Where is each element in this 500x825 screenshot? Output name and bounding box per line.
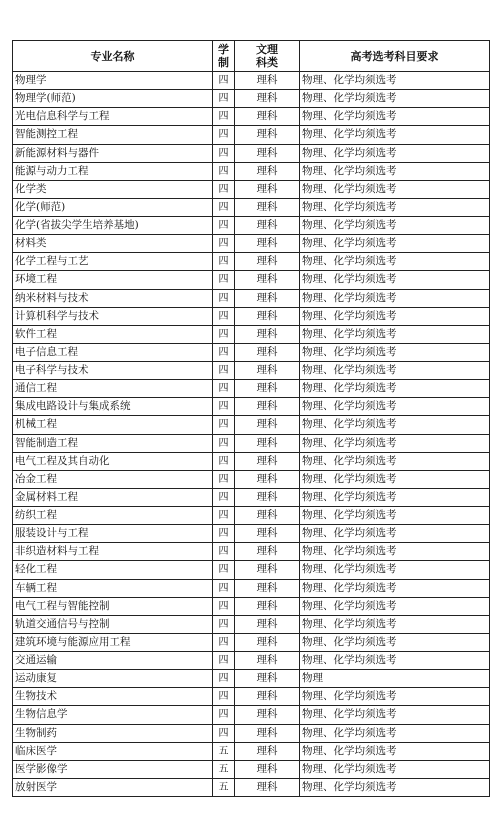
duration-cell: 四	[213, 307, 235, 325]
duration-cell: 四	[213, 670, 235, 688]
duration-cell: 四	[213, 452, 235, 470]
header-duration	[213, 41, 235, 72]
category-cell: 理科	[235, 778, 300, 796]
table-row	[13, 742, 490, 760]
category-cell: 理科	[235, 688, 300, 706]
requirement-cell: 物理、化学均须选考	[300, 778, 490, 796]
category-cell: 理科	[235, 217, 300, 235]
requirement-cell: 物理、化学均须选考	[300, 615, 490, 633]
requirement-cell: 物理、化学均须选考	[300, 362, 490, 380]
requirement-cell: 物理、化学均须选考	[300, 72, 490, 90]
table-row	[13, 416, 490, 434]
requirement-cell: 物理、化学均须选考	[300, 434, 490, 452]
table-row	[13, 235, 490, 253]
table-row	[13, 434, 490, 452]
table-row	[13, 633, 490, 651]
table-row	[13, 760, 490, 778]
category-cell: 理科	[235, 561, 300, 579]
major-name-cell: 医学影像学	[13, 760, 213, 778]
category-cell: 理科	[235, 724, 300, 742]
duration-cell: 四	[213, 488, 235, 506]
duration-cell: 四	[213, 72, 235, 90]
requirement-cell: 物理、化学均须选考	[300, 108, 490, 126]
category-cell: 理科	[235, 670, 300, 688]
category-cell: 理科	[235, 434, 300, 452]
major-name-cell: 交通运输	[13, 652, 213, 670]
table-row	[13, 180, 490, 198]
requirement-cell: 物理、化学均须选考	[300, 380, 490, 398]
requirement-cell: 物理、化学均须选考	[300, 90, 490, 108]
requirement-cell: 物理、化学均须选考	[300, 180, 490, 198]
major-name-cell: 生物技术	[13, 688, 213, 706]
major-name-cell: 计算机科学与技术	[13, 307, 213, 325]
category-cell: 理科	[235, 706, 300, 724]
requirement-cell: 物理、化学均须选考	[300, 289, 490, 307]
duration-cell: 四	[213, 470, 235, 488]
major-name-cell: 智能测控工程	[13, 126, 213, 144]
category-cell: 理科	[235, 597, 300, 615]
requirement-cell: 物理、化学均须选考	[300, 760, 490, 778]
table-row	[13, 289, 490, 307]
duration-cell: 四	[213, 398, 235, 416]
table-row	[13, 307, 490, 325]
category-cell: 理科	[235, 126, 300, 144]
category-cell: 理科	[235, 543, 300, 561]
table-header-row	[13, 41, 490, 72]
requirement-cell: 物理、化学均须选考	[300, 652, 490, 670]
requirement-cell: 物理、化学均须选考	[300, 561, 490, 579]
duration-cell: 五	[213, 778, 235, 796]
requirement-cell: 物理、化学均须选考	[300, 217, 490, 235]
table-row	[13, 198, 490, 216]
duration-cell: 四	[213, 235, 235, 253]
requirement-cell: 物理、化学均须选考	[300, 416, 490, 434]
category-cell: 理科	[235, 416, 300, 434]
requirement-cell: 物理、化学均须选考	[300, 579, 490, 597]
table-row	[13, 543, 490, 561]
category-cell: 理科	[235, 742, 300, 760]
major-name-cell: 能源与动力工程	[13, 162, 213, 180]
duration-cell: 五	[213, 760, 235, 778]
table-row	[13, 144, 490, 162]
category-cell: 理科	[235, 307, 300, 325]
duration-cell: 四	[213, 180, 235, 198]
category-cell: 理科	[235, 380, 300, 398]
table-row	[13, 597, 490, 615]
major-name-cell: 轨道交通信号与控制	[13, 615, 213, 633]
requirement-cell: 物理、化学均须选考	[300, 470, 490, 488]
table-row	[13, 670, 490, 688]
major-name-cell: 材料类	[13, 235, 213, 253]
category-cell: 理科	[235, 289, 300, 307]
category-cell: 理科	[235, 525, 300, 543]
major-name-cell: 金属材料工程	[13, 488, 213, 506]
major-name-cell: 放射医学	[13, 778, 213, 796]
table-row	[13, 325, 490, 343]
major-name-cell: 临床医学	[13, 742, 213, 760]
duration-cell: 四	[213, 217, 235, 235]
table-row	[13, 688, 490, 706]
duration-cell: 四	[213, 343, 235, 361]
major-requirements-table	[12, 40, 490, 797]
table-row	[13, 271, 490, 289]
major-name-cell: 建筑环境与能源应用工程	[13, 633, 213, 651]
table-row	[13, 343, 490, 361]
duration-cell: 四	[213, 561, 235, 579]
major-name-cell: 服装设计与工程	[13, 525, 213, 543]
duration-cell: 四	[213, 706, 235, 724]
duration-cell: 四	[213, 579, 235, 597]
requirement-cell: 物理、化学均须选考	[300, 507, 490, 525]
duration-cell: 四	[213, 597, 235, 615]
category-cell: 理科	[235, 488, 300, 506]
duration-cell: 四	[213, 253, 235, 271]
duration-cell: 四	[213, 543, 235, 561]
major-name-cell: 冶金工程	[13, 470, 213, 488]
requirements-sheet	[12, 40, 489, 797]
header-category-label: 文理科类	[256, 43, 278, 69]
category-cell: 理科	[235, 271, 300, 289]
table-row	[13, 126, 490, 144]
requirement-cell: 物理、化学均须选考	[300, 343, 490, 361]
duration-cell: 四	[213, 615, 235, 633]
duration-cell: 四	[213, 126, 235, 144]
category-cell: 理科	[235, 162, 300, 180]
major-name-cell: 电气工程及其自动化	[13, 452, 213, 470]
duration-cell: 四	[213, 434, 235, 452]
table-body	[13, 72, 490, 797]
duration-cell: 四	[213, 652, 235, 670]
category-cell: 理科	[235, 90, 300, 108]
requirement-cell: 物理、化学均须选考	[300, 235, 490, 253]
category-cell: 理科	[235, 507, 300, 525]
major-name-cell: 集成电路设计与集成系统	[13, 398, 213, 416]
duration-cell: 五	[213, 742, 235, 760]
table-row	[13, 778, 490, 796]
header-category	[235, 41, 300, 72]
duration-cell: 四	[213, 724, 235, 742]
requirement-cell: 物理、化学均须选考	[300, 144, 490, 162]
requirement-cell: 物理、化学均须选考	[300, 525, 490, 543]
requirement-cell: 物理、化学均须选考	[300, 742, 490, 760]
requirement-cell: 物理、化学均须选考	[300, 198, 490, 216]
category-cell: 理科	[235, 235, 300, 253]
duration-cell: 四	[213, 289, 235, 307]
requirement-cell: 物理、化学均须选考	[300, 126, 490, 144]
major-name-cell: 纳米材料与技术	[13, 289, 213, 307]
table-row	[13, 90, 490, 108]
category-cell: 理科	[235, 253, 300, 271]
duration-cell: 四	[213, 362, 235, 380]
major-name-cell: 运动康复	[13, 670, 213, 688]
requirement-cell: 物理、化学均须选考	[300, 271, 490, 289]
major-name-cell: 电子科学与技术	[13, 362, 213, 380]
duration-cell: 四	[213, 688, 235, 706]
table-row	[13, 452, 490, 470]
category-cell: 理科	[235, 198, 300, 216]
duration-cell: 四	[213, 144, 235, 162]
requirement-cell: 物理、化学均须选考	[300, 162, 490, 180]
requirement-cell: 物理、化学均须选考	[300, 688, 490, 706]
duration-cell: 四	[213, 90, 235, 108]
duration-cell: 四	[213, 271, 235, 289]
major-name-cell: 轻化工程	[13, 561, 213, 579]
category-cell: 理科	[235, 180, 300, 198]
duration-cell: 四	[213, 380, 235, 398]
table-row	[13, 217, 490, 235]
major-name-cell: 生物信息学	[13, 706, 213, 724]
table-row	[13, 706, 490, 724]
requirement-cell: 物理、化学均须选考	[300, 724, 490, 742]
requirement-cell: 物理、化学均须选考	[300, 325, 490, 343]
table-row	[13, 525, 490, 543]
requirement-cell: 物理	[300, 670, 490, 688]
header-major: 专业名称	[13, 41, 213, 72]
major-name-cell: 光电信息科学与工程	[13, 108, 213, 126]
requirement-cell: 物理、化学均须选考	[300, 398, 490, 416]
major-name-cell: 车辆工程	[13, 579, 213, 597]
requirement-cell: 物理、化学均须选考	[300, 488, 490, 506]
table-row	[13, 72, 490, 90]
major-name-cell: 化学(省拔尖学生培养基地)	[13, 217, 213, 235]
table-row	[13, 724, 490, 742]
category-cell: 理科	[235, 325, 300, 343]
table-row	[13, 561, 490, 579]
table-row	[13, 253, 490, 271]
table-row	[13, 108, 490, 126]
category-cell: 理科	[235, 652, 300, 670]
duration-cell: 四	[213, 525, 235, 543]
category-cell: 理科	[235, 343, 300, 361]
header-duration-label: 学制	[218, 43, 229, 69]
requirement-cell: 物理、化学均须选考	[300, 633, 490, 651]
table-row	[13, 507, 490, 525]
major-name-cell: 生物制药	[13, 724, 213, 742]
table-row	[13, 615, 490, 633]
major-name-cell: 非织造材料与工程	[13, 543, 213, 561]
duration-cell: 四	[213, 198, 235, 216]
requirement-cell: 物理、化学均须选考	[300, 543, 490, 561]
major-name-cell: 通信工程	[13, 380, 213, 398]
major-name-cell: 新能源材料与器件	[13, 144, 213, 162]
requirement-cell: 物理、化学均须选考	[300, 452, 490, 470]
duration-cell: 四	[213, 633, 235, 651]
major-name-cell: 化学工程与工艺	[13, 253, 213, 271]
category-cell: 理科	[235, 579, 300, 597]
major-name-cell: 化学类	[13, 180, 213, 198]
table-row	[13, 398, 490, 416]
duration-cell: 四	[213, 108, 235, 126]
table-row	[13, 579, 490, 597]
category-cell: 理科	[235, 72, 300, 90]
category-cell: 理科	[235, 470, 300, 488]
category-cell: 理科	[235, 108, 300, 126]
table-row	[13, 380, 490, 398]
major-name-cell: 环境工程	[13, 271, 213, 289]
major-name-cell: 智能制造工程	[13, 434, 213, 452]
major-name-cell: 机械工程	[13, 416, 213, 434]
category-cell: 理科	[235, 615, 300, 633]
duration-cell: 四	[213, 507, 235, 525]
duration-cell: 四	[213, 416, 235, 434]
table-row	[13, 652, 490, 670]
duration-cell: 四	[213, 325, 235, 343]
requirement-cell: 物理、化学均须选考	[300, 706, 490, 724]
major-name-cell: 化学(师范)	[13, 198, 213, 216]
category-cell: 理科	[235, 362, 300, 380]
requirement-cell: 物理、化学均须选考	[300, 253, 490, 271]
requirement-cell: 物理、化学均须选考	[300, 597, 490, 615]
major-name-cell: 电气工程与智能控制	[13, 597, 213, 615]
duration-cell: 四	[213, 162, 235, 180]
table-row	[13, 470, 490, 488]
requirement-cell: 物理、化学均须选考	[300, 307, 490, 325]
category-cell: 理科	[235, 633, 300, 651]
category-cell: 理科	[235, 760, 300, 778]
major-name-cell: 物理学(师范)	[13, 90, 213, 108]
major-name-cell: 软件工程	[13, 325, 213, 343]
header-requirement: 高考选考科目要求	[300, 41, 490, 72]
category-cell: 理科	[235, 144, 300, 162]
table-row	[13, 362, 490, 380]
table-row	[13, 488, 490, 506]
category-cell: 理科	[235, 398, 300, 416]
major-name-cell: 物理学	[13, 72, 213, 90]
category-cell: 理科	[235, 452, 300, 470]
major-name-cell: 电子信息工程	[13, 343, 213, 361]
major-name-cell: 纺织工程	[13, 507, 213, 525]
table-row	[13, 162, 490, 180]
